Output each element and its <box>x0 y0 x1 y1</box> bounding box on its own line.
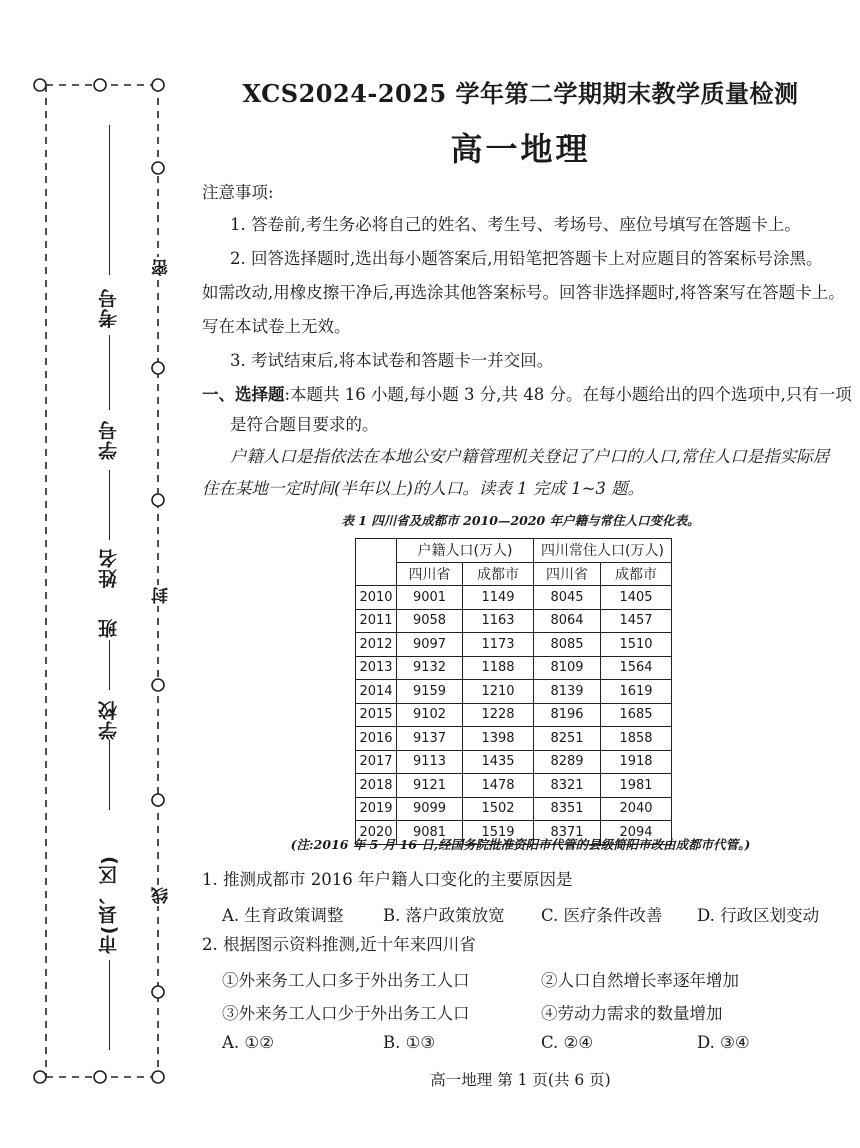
year-cell: 2017 <box>356 750 397 774</box>
value-cell: 1457 <box>601 609 672 633</box>
subheader-cell: 四川省 <box>397 562 463 586</box>
page-footer: 高一地理 第 1 页(共 6 页) <box>430 1071 611 1089</box>
table-row <box>356 633 672 657</box>
year-cell: 2013 <box>356 656 397 680</box>
section-heading-line <box>202 384 852 406</box>
class-line <box>109 640 110 690</box>
header-resident: 四川常住人口(万人) <box>534 539 672 563</box>
table-row <box>356 656 672 680</box>
table-row <box>356 797 672 821</box>
value-cell: 1502 <box>463 797 534 821</box>
q2-statement-2: ②人口自然增长率逐年增加 <box>541 971 739 990</box>
value-cell: 1510 <box>601 633 672 657</box>
value-cell: 1163 <box>463 609 534 633</box>
note-item-3: 3. 考试结束后,将本试卷和答题卡一并交回。 <box>230 351 554 370</box>
value-cell: 8321 <box>534 774 601 798</box>
year-cell: 2019 <box>356 797 397 821</box>
seal-char-mi: 密 <box>149 257 174 278</box>
question-2-stem: 2. 根据图示资料推测,近十年来四川省 <box>202 935 476 954</box>
table-row <box>356 680 672 704</box>
year-cell: 2012 <box>356 633 397 657</box>
value-cell: 1918 <box>601 750 672 774</box>
value-cell: 9159 <box>397 680 463 704</box>
year-cell: 2018 <box>356 774 397 798</box>
intro-line-1: 户籍人口是指依法在本地公安户籍管理机关登记了户口的人口,常住人口是指实际居 <box>230 447 830 466</box>
seal-char-feng: 封 <box>149 585 174 606</box>
value-cell: 9081 <box>397 821 463 845</box>
value-cell: 1405 <box>601 586 672 610</box>
table-row <box>356 727 672 751</box>
name-label: 姓名 <box>98 548 120 588</box>
q2-statement-4: ④劳动力需求的数量增加 <box>541 1004 723 1023</box>
city-label: 市(县、区) <box>98 855 120 955</box>
value-cell: 8289 <box>534 750 601 774</box>
year-cell: 2020 <box>356 821 397 845</box>
value-cell: 9099 <box>397 797 463 821</box>
exam-number-label: 考号 <box>98 288 120 328</box>
table-caption: 表 1 四川省及成都市 2010—2020 年户籍与常住人口变化表。 <box>341 513 700 528</box>
value-cell: 8139 <box>534 680 601 704</box>
subject-title: 高一地理 <box>450 130 591 168</box>
value-cell: 8371 <box>534 821 601 845</box>
q1-option-a[interactable]: A. 生育政策调整 <box>222 906 344 925</box>
year-cell: 2015 <box>356 703 397 727</box>
note-item-1: 1. 答卷前,考生务必将自己的姓名、考生号、考场号、座位号填写在答题卡上。 <box>230 215 801 234</box>
subheader-cell: 成都市 <box>601 562 672 586</box>
binding-dashed-frame <box>0 0 180 1148</box>
subheader-cell: 成都市 <box>463 562 534 586</box>
value-cell: 9097 <box>397 633 463 657</box>
value-cell: 9102 <box>397 703 463 727</box>
section-text-line-2: 是符合题目要求的。 <box>230 415 379 434</box>
value-cell: 1228 <box>463 703 534 727</box>
table-row <box>356 609 672 633</box>
year-cell: 2016 <box>356 727 397 751</box>
value-cell: 1188 <box>463 656 534 680</box>
value-cell: 1173 <box>463 633 534 657</box>
seal-char-xian: 线 <box>149 885 174 906</box>
value-cell: 1564 <box>601 656 672 680</box>
school-line <box>109 740 110 810</box>
q2-option-b[interactable]: B. ①③ <box>383 1033 436 1052</box>
table-subheader-row <box>356 562 672 586</box>
school-label: 学校 <box>98 700 120 740</box>
table-row <box>356 750 672 774</box>
table-row <box>356 774 672 798</box>
q2-option-a[interactable]: A. ①② <box>222 1033 274 1052</box>
note-item-2-line-3: 写在本试卷上无效。 <box>202 317 351 336</box>
value-cell: 2094 <box>601 821 672 845</box>
value-cell: 8085 <box>534 633 601 657</box>
section-text: :本题共 16 小题,每小题 3 分,共 48 分。在每小题给出的四个选项中,只有一项 <box>284 385 852 404</box>
q1-option-c[interactable]: C. 医疗条件改善 <box>541 906 663 925</box>
student-number-label: 学号 <box>98 420 120 460</box>
class-label: 班 <box>98 618 120 638</box>
value-cell: 8045 <box>534 586 601 610</box>
value-cell: 8109 <box>534 656 601 680</box>
exam-number-line <box>109 125 110 275</box>
value-cell: 9137 <box>397 727 463 751</box>
note-item-2-line-2: 如需改动,用橡皮擦干净后,再选涂其他答案标号。回答非选择题时,将答案写在答题卡上。 <box>202 283 845 302</box>
note-item-2-line-1: 2. 回答选择题时,选出每小题答案后,用铅笔把答题卡上对应题目的答案标号涂黑。 <box>230 249 823 268</box>
binding-strip <box>0 0 180 1148</box>
table-row <box>356 586 672 610</box>
table-row <box>356 703 672 727</box>
table-footnote: (注:2016 年 5 月 16 日,经国务院批准资阳市代管的县级简阳市改由成都市代管。) <box>290 837 751 852</box>
value-cell: 9058 <box>397 609 463 633</box>
table-header-row <box>356 539 672 563</box>
value-cell: 9001 <box>397 586 463 610</box>
value-cell: 1981 <box>601 774 672 798</box>
value-cell: 1685 <box>601 703 672 727</box>
year-cell: 2011 <box>356 609 397 633</box>
q2-statement-3: ③外来务工人口少于外出务工人口 <box>222 1004 470 1023</box>
intro-line-2: 住在某地一定时间(半年以上)的人口。读表 1 完成 1~3 题。 <box>202 479 645 498</box>
corner-cell <box>356 539 397 586</box>
question-1-stem: 1. 推测成都市 2016 年户籍人口变化的主要原因是 <box>202 870 573 889</box>
value-cell: 1619 <box>601 680 672 704</box>
city-line <box>109 960 110 1050</box>
value-cell: 9113 <box>397 750 463 774</box>
value-cell: 1398 <box>463 727 534 751</box>
value-cell: 8064 <box>534 609 601 633</box>
value-cell: 9132 <box>397 656 463 680</box>
notes-title: 注意事项: <box>202 183 274 202</box>
year-cell: 2010 <box>356 586 397 610</box>
header-registered: 户籍人口(万人) <box>397 539 534 563</box>
population-table <box>355 538 672 845</box>
value-cell: 8251 <box>534 727 601 751</box>
q2-option-c[interactable]: C. ②④ <box>541 1033 594 1052</box>
value-cell: 1210 <box>463 680 534 704</box>
student-number-line <box>109 335 110 410</box>
value-cell: 1435 <box>463 750 534 774</box>
value-cell: 8196 <box>534 703 601 727</box>
q1-option-d[interactable]: D. 行政区划变动 <box>697 906 820 925</box>
value-cell: 1519 <box>463 821 534 845</box>
value-cell: 2040 <box>601 797 672 821</box>
value-cell: 9121 <box>397 774 463 798</box>
name-line <box>109 470 110 540</box>
q2-option-d[interactable]: D. ③④ <box>697 1033 750 1052</box>
value-cell: 8351 <box>534 797 601 821</box>
year-cell: 2014 <box>356 680 397 704</box>
table-body <box>356 586 672 845</box>
q2-statement-1: ①外来务工人口多于外出务工人口 <box>222 971 470 990</box>
exam-title: XCS2024-2025 学年第二学期期末教学质量检测 <box>242 79 799 108</box>
value-cell: 1858 <box>601 727 672 751</box>
subheader-cell: 四川省 <box>534 562 601 586</box>
value-cell: 1149 <box>463 586 534 610</box>
q1-option-b[interactable]: B. 落户政策放宽 <box>383 906 505 925</box>
value-cell: 1478 <box>463 774 534 798</box>
section-heading: 一、选择题 <box>202 385 285 404</box>
